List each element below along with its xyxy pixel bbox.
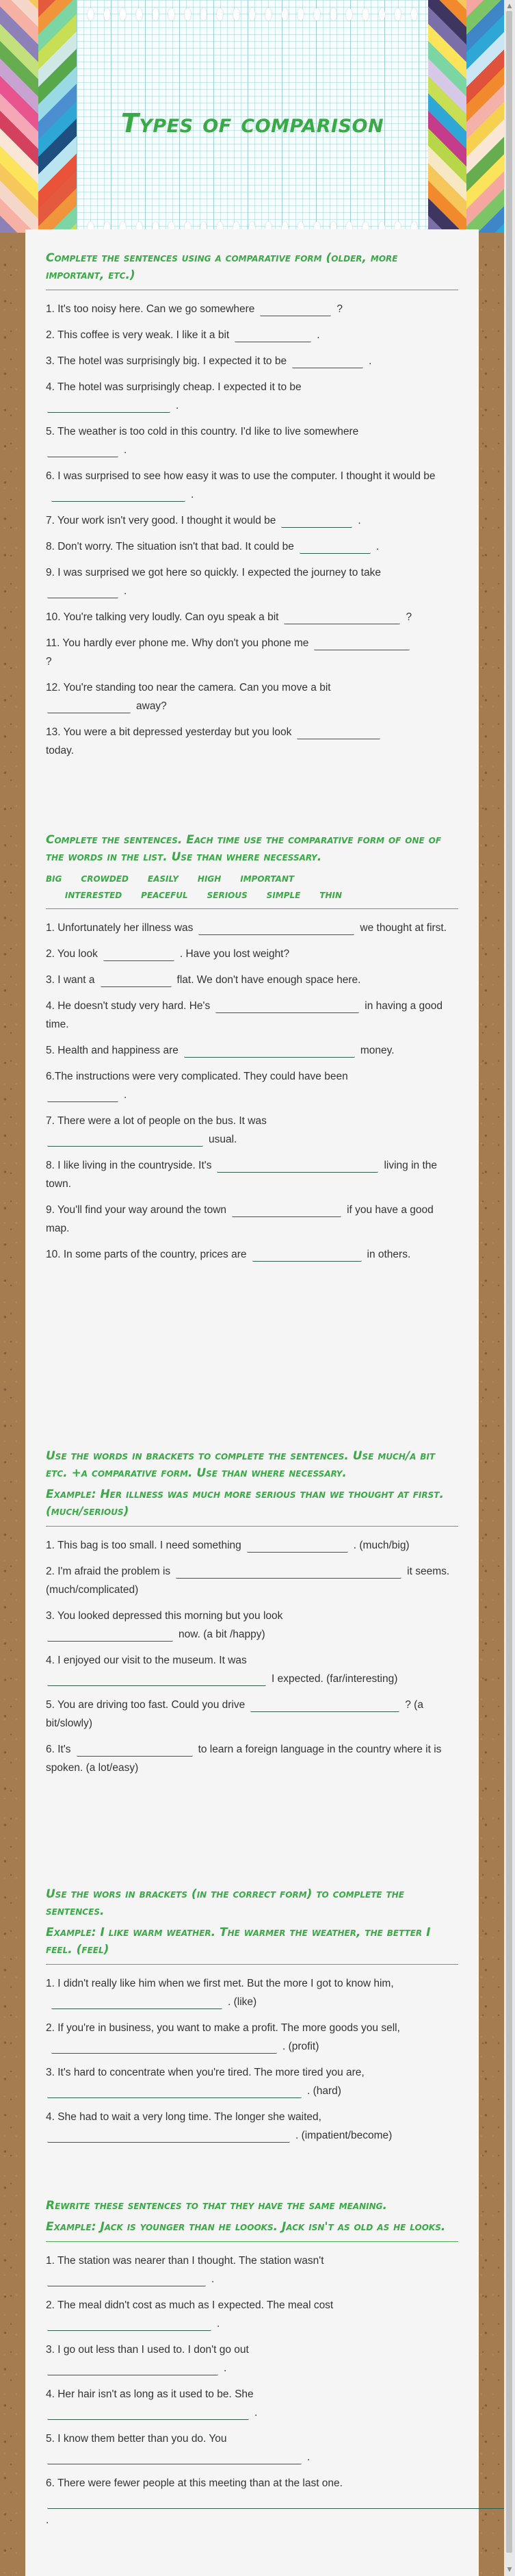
question-13: 13. You were a bit depressed yesterday but you look today. [46, 723, 458, 760]
question-9: 9. I was surprised we got here so quickly. I expected the journey to take . [46, 567, 381, 597]
question-3: 3. It's hard to concentrate when you're tired. The more tired you are, . (hard) [46, 2067, 365, 2097]
answer-blank[interactable] [47, 2085, 302, 2098]
answer-blank[interactable] [235, 329, 311, 342]
question-5: 5. You are driving too fast. Could you drive ? (a bit/slowly) [46, 1699, 423, 1729]
right-chevron-pattern [428, 0, 504, 233]
question-4: 4. She had to wait a very long time. The longer she waited, . (impatient/become) [46, 2111, 393, 2141]
section-divider [46, 1526, 458, 1527]
question-6: 6. There were fewer people at this meeting than at the last one. . [46, 2474, 458, 2529]
question-6: 6. I was surprised to see how easy it was to use the computer. I thought it would be. [46, 470, 436, 500]
vertical-scrollbar[interactable] [504, 0, 515, 2576]
question-3: 3. I go out less than I used to. I don't go out . [46, 2344, 249, 2374]
question-1: 1. Unfortunately her illness was we thought at first. [46, 922, 447, 934]
question-2: 2. You look . Have you lost weight? [46, 948, 290, 960]
question-8: 8. I like living in the countryside. It's living in the town. [46, 1160, 438, 1190]
answer-blank[interactable] [292, 355, 363, 368]
grid-paper-background [77, 0, 428, 233]
worksheet-card [25, 229, 479, 2576]
page-title: Types of comparison [120, 108, 384, 138]
answer-blank[interactable] [103, 948, 174, 961]
answer-blank[interactable] [198, 922, 354, 935]
answer-blank[interactable] [47, 1673, 266, 1686]
answer-blank[interactable] [47, 400, 170, 413]
question-5: 5. I know them better than you do. You . [46, 2433, 311, 2463]
question-7: 7. There were a lot of people on the bus. It was usual. [46, 1115, 267, 1145]
answer-blank[interactable] [47, 2407, 249, 2420]
answer-blank[interactable] [47, 585, 118, 598]
question-4: 4. The hotel was surprisingly cheap. I expected it to be . [46, 381, 302, 411]
answer-blank[interactable] [47, 1089, 118, 1102]
answer-blank[interactable] [184, 1045, 355, 1058]
answer-blank[interactable] [281, 515, 352, 528]
section-5 [46, 2197, 458, 2537]
question-9: 9. You'll find your way around the town if you have a good map. [46, 1204, 434, 1234]
left-chevron-pattern [0, 0, 77, 233]
answer-blank[interactable] [47, 2273, 206, 2286]
answer-blank[interactable] [260, 303, 331, 316]
question-2: 2. This coffee is very weak. I like it a bit . [46, 329, 320, 341]
question-5: 5. Health and happiness are money. [46, 1045, 395, 1056]
answer-blank[interactable] [47, 444, 118, 457]
answer-blank[interactable] [47, 2362, 218, 2375]
answer-blank[interactable] [47, 2496, 505, 2509]
answer-blank[interactable] [176, 1566, 401, 1579]
section-2 [46, 832, 458, 1271]
answer-blank[interactable] [247, 1540, 348, 1553]
answer-blank[interactable] [77, 1744, 193, 1757]
answer-blank[interactable] [51, 1996, 222, 2009]
question-2: 2. If you're in business, you want to make a profit. The more goods you sell,. (profit) [46, 2022, 400, 2052]
scrollbar-thumb[interactable] [506, 11, 512, 2553]
section-divider [46, 2241, 458, 2242]
question-3: 3. The hotel was surprisingly big. I expected it to be . [46, 355, 372, 367]
answer-blank[interactable] [215, 1000, 359, 1013]
question-4: 4. I enjoyed our visit to the museum. It was I expected. (far/interesting) [46, 1655, 398, 1685]
answer-blank[interactable] [51, 2041, 277, 2054]
answer-blank[interactable] [314, 637, 410, 650]
section-title: Rewrite these sentences to that they have the same meaning. [46, 2199, 387, 2212]
section-title: Complete the sentences. Each time use the comparative form of one of the words in the list. Use than where necessary. [46, 833, 442, 864]
punch-holes-top [88, 8, 417, 25]
answer-blank[interactable] [284, 611, 400, 624]
answer-blank[interactable] [47, 2130, 290, 2143]
scroll-down-arrow-icon[interactable]: ▼ [507, 2566, 512, 2573]
section-example: Example: Jack is younger than he loooks. Jack isn't as old as he looks. [46, 2220, 446, 2234]
question-4: 4. He doesn't study very hard. He's in having a good time. [46, 1000, 443, 1030]
section-title: Use the words in brackets to complete the sentences. Use much/a bit etc. +a comparative form. Use than where necessary. [46, 1449, 436, 1480]
answer-blank[interactable] [101, 974, 172, 987]
question-3: 3. I want a flat. We don't have enough space here. [46, 974, 361, 986]
section-title: Complete the sentences using a comparative form (older, more important, etc.) [46, 251, 398, 282]
answer-blank[interactable] [47, 1629, 173, 1642]
question-1: 1. The station was nearer than I thought. The station wasn't . [46, 2255, 324, 2285]
question-5: 5. The weather is too cold in this country. I'd like to live somewhere . [46, 426, 359, 456]
question-4: 4. Her hair isn't as long as it used to be. She . [46, 2388, 258, 2419]
answer-blank[interactable] [297, 726, 380, 739]
question-7: 7. Your work isn't very good. I thought it would be . [46, 515, 361, 526]
question-2: 2. The meal didn't cost as much as I expected. The meal cost . [46, 2299, 334, 2330]
answer-blank[interactable] [47, 2318, 211, 2331]
question-10: 10. In some parts of the country, prices are in others. [46, 1249, 411, 1260]
answer-blank[interactable] [300, 541, 371, 554]
answer-blank[interactable] [252, 1249, 362, 1262]
section-divider [46, 908, 458, 909]
section-3 [46, 1448, 458, 1785]
question-1: 1. I didn't really like him when we first met. But the more I got to know him,. (like) [46, 1978, 394, 2008]
question-3: 3. You looked depressed this morning but you look now. (a bit /happy) [46, 1610, 283, 1640]
answer-blank[interactable] [51, 489, 185, 502]
question-8: 8. Don't worry. The situation isn't that bad. It could be . [46, 541, 380, 552]
scroll-up-arrow-icon[interactable]: ▲ [507, 3, 512, 10]
section-4 [46, 1886, 458, 2152]
question-6: 6.The instructions were very complicated. They could have been . [46, 1071, 348, 1101]
answer-blank[interactable] [217, 1160, 378, 1173]
question-10: 10. You're talking very loudly. Can oyu speak a bit ? [46, 611, 412, 623]
answer-blank[interactable] [47, 700, 131, 713]
section-title: Use the wors in brackets (in the correct form) to complete the sentences. [46, 1887, 404, 1918]
answer-blank[interactable] [47, 1134, 203, 1147]
answer-blank[interactable] [232, 1204, 341, 1217]
question-12: 12. You're standing too near the camera. Can you move a bit away? [46, 682, 331, 712]
section-1 [46, 250, 458, 767]
question-11: 11. You hardly ever phone me. Why don't you phone me ? [46, 634, 458, 671]
question-6: 6. It's to learn a foreign language in the country where it is spoken. (a lot/easy) [46, 1744, 442, 1774]
question-1: 1. It's too noisy here. Can we go somewhere ? [46, 303, 343, 315]
section-example: Example: I like warm weather. The warmer the weather, the better I feel. (feel) [46, 1926, 431, 1956]
header-banner [0, 0, 504, 233]
answer-blank[interactable] [47, 2451, 302, 2464]
section-divider [46, 1964, 458, 1965]
section-example: Example: Her illness was much more serious than we thought at first. (much/serious) [46, 1488, 444, 1518]
question-2: 2. I'm afraid the problem is it seems. (much/complicated) [46, 1566, 450, 1596]
word-list: big crowded easily high important interested peaceful serious simple thin [46, 871, 343, 902]
answer-blank[interactable] [250, 1699, 399, 1712]
question-1: 1. This bag is too small. I need something . (much/big) [46, 1540, 410, 1551]
